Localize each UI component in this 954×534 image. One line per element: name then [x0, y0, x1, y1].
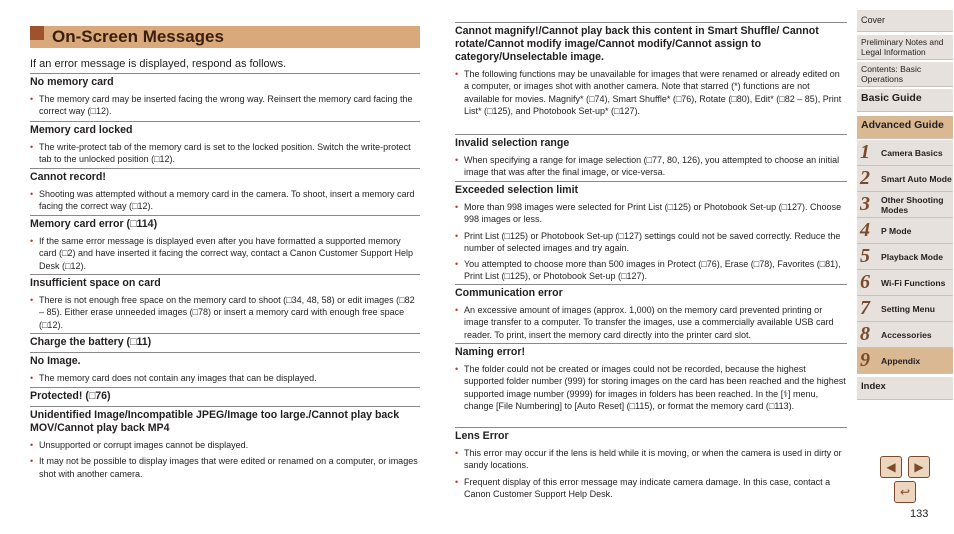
sidebar-chapter-9[interactable]: [857, 348, 953, 374]
message-section: [455, 134, 847, 183]
sidebar-chapter-1[interactable]: [857, 140, 953, 166]
list-item: • The folder could not be created or images could not be recorded, because the highest supported folder number (999) for storing images on the card has been reached and the highest supported image number (9999) for images in folders has been reached. In the [⚕] menu, change [File Numbering] to [Auto Reset] (□115), or format the memory card (□113).: [455, 363, 847, 412]
message-section: [30, 406, 420, 484]
message-list: [455, 68, 847, 117]
sidebar-item-label: Index: [861, 381, 886, 392]
message-section: [455, 181, 847, 287]
sidebar-item-cover[interactable]: [857, 10, 953, 32]
chapter-number: 6: [860, 271, 870, 293]
sidebar-item-contents[interactable]: [857, 62, 953, 87]
sidebar-chapter-4[interactable]: [857, 218, 953, 244]
list-item: • Frequent display of this error message may indicate camera damage. In this case, contact a Canon Customer Support Help Desk.: [455, 476, 847, 501]
return-button[interactable]: [894, 481, 916, 503]
sidebar-item-label: Cover: [861, 15, 886, 25]
list-item: • The following functions may be unavailable for images that were renamed or already edited on a computer, or images shot with another camera. Note that starred (*) functions are not available for movies. Magnify* (□74), Smart Shuffle* (□76), Rotate (□80), Edit* (□82 – 85), Print List* (□125), and Photobook Set-up* (□127).: [455, 68, 847, 117]
message-section: [30, 215, 420, 276]
list-item: • More than 998 images were selected for Print List (□125) or Photobook Set-up (□127). Choose 998 images or less.: [455, 201, 847, 226]
sidebar-item-basic-guide[interactable]: [857, 89, 953, 112]
list-item: • An excessive amount of images (approx. 1,000) on the memory card prevented printing or image transfer to a computer. To transfer the images, use a commercially available USB card reader. To print, insert the memory card directly into the printer card slot.: [455, 304, 847, 341]
message-heading: No Image.: [30, 352, 420, 368]
page-number: 133: [910, 508, 929, 520]
message-heading: Lens Error: [455, 427, 847, 443]
message-list: [30, 235, 420, 272]
message-section: [30, 333, 420, 349]
list-item: • This error may occur if the lens is held while it is moving, or when the camera is used in dirty or sandy locations.: [455, 447, 847, 472]
chapter-number: 4: [860, 219, 870, 241]
sidebar-item-advanced-guide[interactable]: [857, 116, 953, 139]
chapter-label: Setting Menu: [881, 303, 935, 314]
chapter-label: Appendix: [881, 355, 921, 366]
sidebar-item-label: Preliminary Notes and Legal Information: [861, 37, 944, 57]
message-list: [455, 447, 847, 500]
intro-text: If an error message is displayed, respond as follows.: [30, 58, 287, 70]
message-section: [455, 284, 847, 345]
message-heading: No memory card: [30, 73, 420, 89]
sidebar-item-index[interactable]: [857, 377, 953, 400]
message-section: [30, 274, 420, 335]
message-heading: Invalid selection range: [455, 134, 847, 150]
sidebar-chapter-5[interactable]: [857, 244, 953, 270]
arrow-left-icon: ◀: [886, 460, 896, 474]
message-section: [455, 22, 847, 121]
message-heading: Unidentified Image/Incompatible JPEG/Image too large./Cannot play back MOV/Cannot play back MP4: [30, 406, 420, 435]
sidebar-item-label: Contents: Basic Operations: [861, 64, 922, 84]
message-list: [30, 141, 420, 166]
message-list: [30, 372, 420, 384]
list-item: • You attempted to choose more than 500 images in Protect (□76), Erase (□78), Favorites (□81), Print List (□125), or Photobook Set-up (□127).: [455, 258, 847, 283]
message-section: [30, 73, 420, 122]
sidebar-item-prelim[interactable]: [857, 35, 953, 60]
list-item: • It may not be possible to display images that were edited or renamed on a computer, or images shot with another camera.: [30, 455, 420, 480]
list-item: • If the same error message is displayed even after you have formatted a supported memory card (□2) and have inserted it facing the correct way, contact a Canon Customer Support Help Desk (□12).: [30, 235, 420, 272]
page-title-bar: [30, 26, 420, 48]
message-heading: Memory card locked: [30, 121, 420, 137]
chapter-number: 1: [860, 141, 870, 163]
message-list: [455, 304, 847, 341]
list-item: • There is not enough free space on the memory card to shoot (□34, 48, 58) or edit images (□82 – 85). Either erase unneeded images (□78) or insert a memory card with enough free space (□12).: [30, 294, 420, 331]
message-section: [455, 343, 847, 416]
chapter-label: Accessories: [881, 329, 932, 340]
message-list: [30, 439, 420, 480]
chapter-number: 2: [860, 167, 870, 189]
list-item: • The memory card does not contain any images that can be displayed.: [30, 372, 420, 384]
chapter-number: 7: [860, 297, 870, 319]
list-item: • The write-protect tab of the memory card is set to the locked position. Switch the write-protect tab to the unlocked position (□12).: [30, 141, 420, 166]
sidebar-chapter-6[interactable]: [857, 270, 953, 296]
chapter-label: Camera Basics: [881, 147, 943, 158]
prev-page-button[interactable]: [880, 456, 902, 478]
message-heading: Insufficient space on card: [30, 274, 420, 290]
list-item: • The memory card may be inserted facing the wrong way. Reinsert the memory card facing the correct way (□12).: [30, 93, 420, 118]
message-heading: Communication error: [455, 284, 847, 300]
message-list: [455, 363, 847, 412]
sidebar-chapter-2[interactable]: [857, 166, 953, 192]
chapter-label: P Mode: [881, 225, 912, 236]
list-item: • When specifying a range for image selection (□77, 80, 126), you attempted to choose an initial image that was after the final image, or vice-versa.: [455, 154, 847, 179]
message-section: [30, 387, 420, 403]
message-section: [30, 352, 420, 388]
message-section: [30, 168, 420, 217]
message-heading: Cannot magnify!/Cannot play back this content in Smart Shuffle/ Cannot rotate/Cannot modify image/Cannot modify/Cannot assign to category/Unselectable image.: [455, 22, 847, 64]
sidebar-chapter-8[interactable]: [857, 322, 953, 348]
chapter-number: 9: [860, 349, 870, 371]
message-heading: Charge the battery (□11): [30, 333, 420, 349]
chapter-label: Playback Mode: [881, 251, 944, 262]
message-list: [30, 188, 420, 213]
list-item: • Print List (□125) or Photobook Set-up (□127) settings could not be saved correctly. Reduce the number of selected images and try again.: [455, 230, 847, 255]
message-list: [455, 201, 847, 283]
sidebar-item-label: Advanced Guide: [861, 119, 944, 131]
title-marker: [30, 26, 44, 40]
chapter-label: Smart Auto Mode: [881, 173, 952, 184]
message-heading: Memory card error (□114): [30, 215, 420, 231]
message-section: [455, 427, 847, 504]
message-heading: Protected! (□76): [30, 387, 420, 403]
message-heading: Cannot record!: [30, 168, 420, 184]
sidebar-chapter-7[interactable]: [857, 296, 953, 322]
list-item: • Unsupported or corrupt images cannot be displayed.: [30, 439, 420, 451]
message-list: [30, 294, 420, 331]
chapter-number: 3: [860, 193, 870, 215]
message-list: [455, 154, 847, 179]
message-heading: Naming error!: [455, 343, 847, 359]
sidebar-chapter-3[interactable]: [857, 192, 953, 218]
sidebar-item-label: Basic Guide: [861, 92, 922, 104]
list-item: • Shooting was attempted without a memory card in the camera. To shoot, insert a memory card facing the correct way (□12).: [30, 188, 420, 213]
next-page-button[interactable]: [908, 456, 930, 478]
chapter-label: Other Shooting Modes: [881, 194, 944, 215]
chapter-number: 8: [860, 323, 870, 345]
message-heading: Exceeded selection limit: [455, 181, 847, 197]
chapter-number: 5: [860, 245, 870, 267]
page-title: On-Screen Messages: [52, 27, 224, 46]
message-section: [30, 121, 420, 170]
arrow-right-icon: ▶: [914, 460, 924, 474]
chapter-label: Wi-Fi Functions: [881, 277, 946, 288]
return-icon: ↩: [899, 485, 911, 499]
message-list: [30, 93, 420, 118]
